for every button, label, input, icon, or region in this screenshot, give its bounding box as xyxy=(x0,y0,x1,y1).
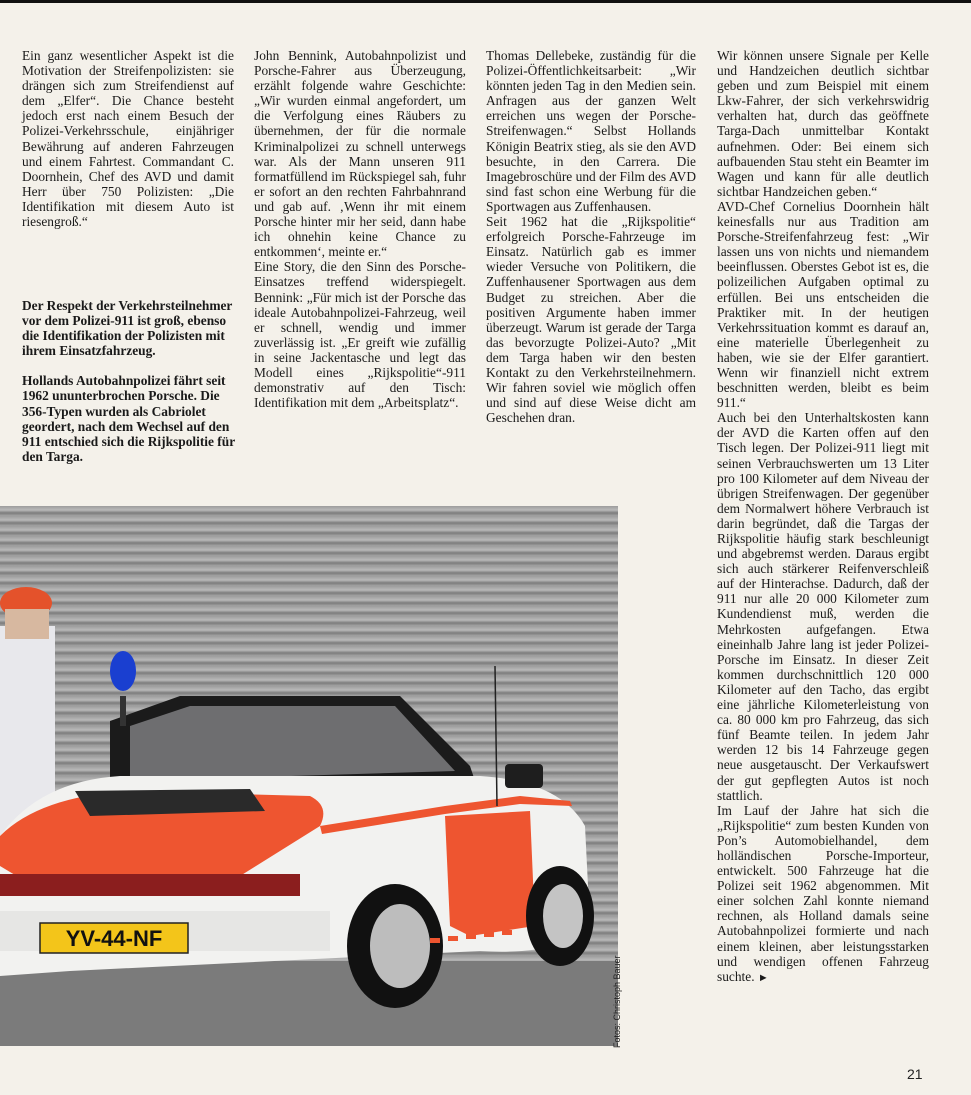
license-plate xyxy=(40,923,188,953)
paragraph: John Bennink, Autobahnpolizist und Porsche-Fahrer aus Überzeugung, erzählt folgende wahre Geschichte: „Wir wurden einmal angefordert, um die Verfolgung eines Räubers zu übernehmen, der für die normale Kriminalpolizei zu schnell unterwegs war. Als der Mann unseren 911 formatfüllend im Rückspiegel sah, fuhr er sofort an den rechten Fahrbahnrand und gab auf. ‚Wenn ihr mit einem Porsche hinter mir her seid, dann habe ich ohnehin keine Chance zu entkommen‘, meinte er.“ xyxy=(254,48,466,260)
license-plate-text: YV-44-NF xyxy=(65,926,163,951)
article-column-3 xyxy=(486,48,696,425)
photo-captions xyxy=(22,298,237,479)
porsche-police-photo xyxy=(0,506,618,1046)
paragraph: Eine Story, die den Sinn des Porsche-Einsatzes treffend widerspiegelt. Bennink: „Für mich ist der Porsche das ideale Autobahnpolizei-Fahrzeug, weil er schnell, wendig und immer zuverlässig ist. „Er greift wie zufällig in seine Jackentasche und legt das Modell eines „Rijkspolitie“-911 demonstrativ auf den Tisch: Identifikation mit dem „Arbeitsplatz“. xyxy=(254,259,466,411)
paragraph: Seit 1962 hat die „Rijkspolitie“ erfolgreich Porsche-Fahrzeuge im Einsatz. Natürlich gab es immer wieder Versuche von Politikern, die Zuffenhausener Sportwagen aus dem Budget zu streichen. Aber die positiven Argumente haben immer überzeugt. Warum ist gerade der Targa das bevorzugte Polizei-Auto? „Mit dem Targa haben wir den besten Kontakt zu den Verkehrsteilnehmern. Wir fahren soviel wie möglich offen und sind auf diese Weise dicht am Geschehen dran. xyxy=(486,214,696,426)
top-rule xyxy=(0,0,971,3)
article-column-2 xyxy=(254,48,466,410)
article-column-4 xyxy=(717,48,929,986)
caption-history: Hollands Autobahnpolizei fährt seit 1962 ununterbrochen Porsche. Die 356-Typen wurden als Cabriolet geordert, nach dem Wechsel auf den 911 entschied sich die Rijkspolitie für den Targa. xyxy=(22,373,235,464)
paragraph: Ein ganz wesentlicher Aspekt ist die Motivation der Streifenpolizisten: sie drängen sich zum Streifendienst auf dem „Elfer“. Die Chance besteht jedoch erst nach einem Besuch der Polizei-Verkehrsschule, einjähriger Bewährung auf anderen Fahrzeugen und einem Fahrtest. Commandant C. Doornhein, Chef des AVD und damit Herr über 750 Polizisten: „Die Identifikation mit diesem Auto ist riesengroß.“ xyxy=(22,48,234,230)
article-column-1 xyxy=(22,48,234,229)
caption-respect: Der Respekt der Verkehrsteilnehmer vor dem Polizei-911 ist groß, ebenso die Identifikation der Polizisten mit ihrem Einsatzfahrzeug. xyxy=(22,298,233,359)
car-illustration xyxy=(0,506,618,1046)
photo-credit: Fotos: Christoph Bauer xyxy=(612,955,622,1048)
paragraph xyxy=(717,803,929,986)
continue-arrow-icon: ► xyxy=(757,971,769,984)
paragraph: Auch bei den Unterhaltskosten kann der AVD die Karten offen auf den Tisch legen. Der Polizei-911 liegt mit seinen Verbrauchswerten um 13 Liter pro 100 Kilometer auf dem Niveau der übrigen Streifenwagen. Der gegenüber dem Normalwert höhere Verbrauch ist darin begründet, daß die Targas der Rijkspolitie häufig stark beschleunigt und abgebremst werden. Daraus ergibt sich auch stärkerer Reifenverschleiß auf der Hinterachse. Dadurch, daß der 911 nur alle 20 000 Kilometer zum Kundendienst muß, werden die Mehrkosten aufgefangen. Etwa eineinhalb Jahre lang ist jeder Polizei-Porsche im Einsatz. In dieser Zeit kommen durchschnittlich 120 000 Kilometer auf den Tacho, das ergibt eine jährliche Kilometerleistung von ca. 80 000 km pro Fahrzeug, das sich fünf Beamte teilen. In jedem Jahr werden 12 bis 14 Fahrzeuge gegen neue ausgetauscht. Der Verkaufswert der gut gepflegten Autos ist noch stattlich. xyxy=(717,410,929,803)
paragraph: Thomas Dellebeke, zuständig für die Polizei-Öffentlichkeitsarbeit: „Wir könnten jeden Tag in den Medien sein. Anfragen aus der ganzen Welt erreichen uns wegen der Porsche-Streifenwagen.“ Selbst Hollands Königin Beatrix stieg, als sie den AVD besuchte, in den Carrera. Die Imagebroschüre und der Film des AVD sind fast schon eine Werbung für die Sportwagen aus Zuffenhausen. xyxy=(486,48,696,214)
paragraph: AVD-Chef Cornelius Doornhein hält keinesfalls nur aus Tradition am Porsche-Streifenfahrzeug fest: „Wir lassen uns von nichts und niemandem beeinflussen. Oberstes Gebot ist es, die polizeilichen Aufgaben optimal zu erfüllen. Bei uns entscheiden die Praktiker mit. In der heutigen Verkehrssituation kommt es darauf an, eine materielle Überlegenheit zu haben, wie sie der Elfer garantiert. Wenn wir finanziell nicht extrem beschnitten werden, bleibt es beim 911.“ xyxy=(717,198,929,411)
paragraph: Wir können unsere Signale per Kelle und Handzeichen deutlich sichtbar geben und zum Beispiel mit einem Lkw-Fahrer, der sich verkehrswidrig verhalten hat, durch das geöffnete Targa-Dach unmittelbar Kontakt aufnehmen. Oder: Bei einem sich aufbauenden Stau steht ein Beamter im Wagen und kann für alle deutlich sichtbar Handzeichen geben.“ xyxy=(717,48,929,199)
page-number: 21 xyxy=(907,1066,923,1082)
paragraph-text: Im Lauf der Jahre hat sich die „Rijkspolitie“ zum besten Kunden von Pon’s Automobielhandel, dem holländischen Porsche-Importeur, entwickelt. 500 Fahrzeuge hat die Polizei seit 1962 abgenommen. Mit einer solchen Zahl konnte niemand rechnen, als Holland damals seine Autobahnpolizei formierte und nach einem kleinen, aber leistungsstarken und wendigen offenen Fahrzeug suchte. xyxy=(717,802,929,984)
